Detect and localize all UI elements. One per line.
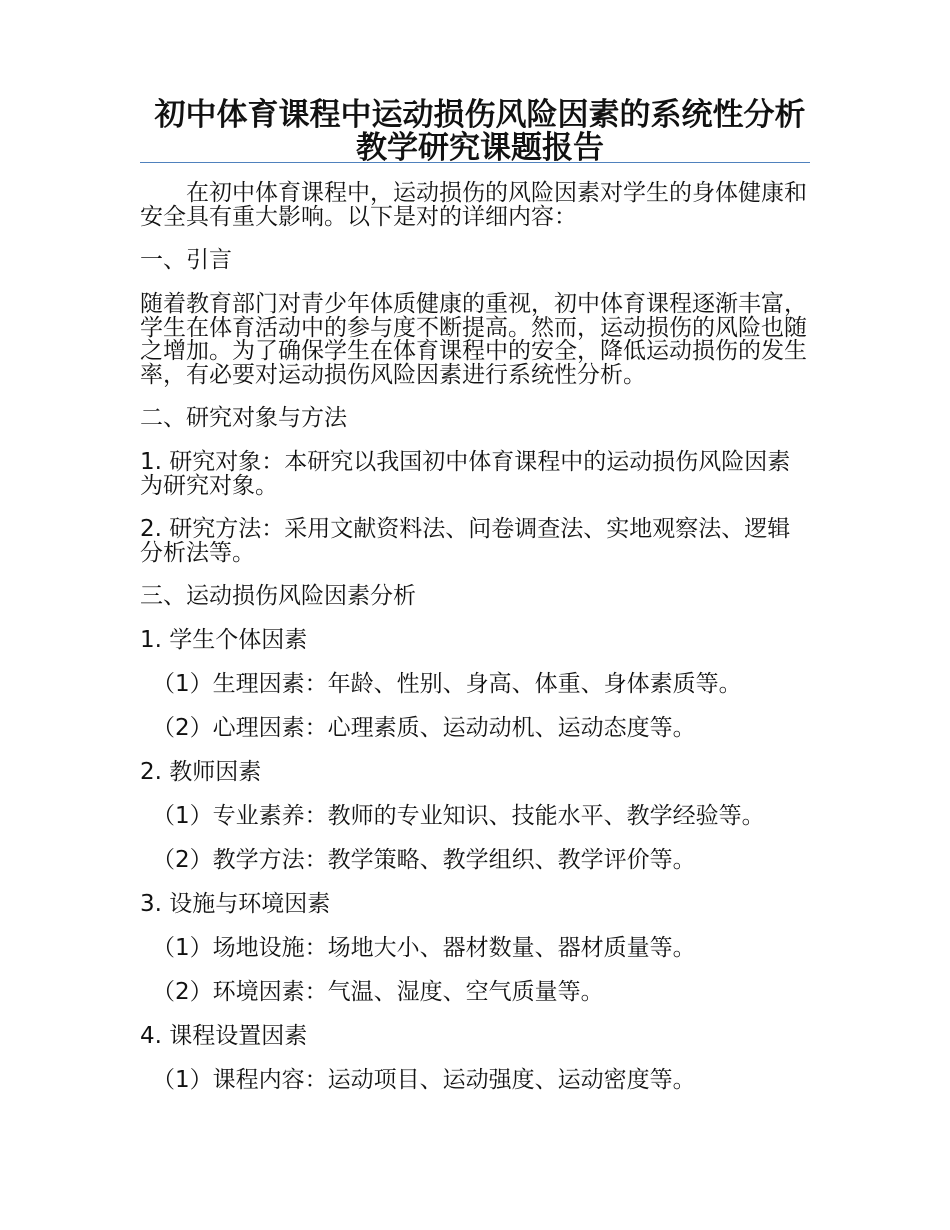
introduction-paragraph: 随着教育部门对青少年体质健康的重视，初中体育课程逐渐丰富，学生在体育活动中的参与度不断提高。然而，运动损伤的风险也随之增加。为了确保学生在体育课程中的安全，降低运动损伤的发生率，有必要对运动损伤风险因素进行系统性分析。	[140, 291, 807, 388]
section-heading-risk-analysis: 三、运动损伤风险因素分析	[140, 583, 416, 609]
factor-heading-teacher: 2. 教师因素	[140, 759, 262, 785]
factor-item-teaching-method: （2）教学方法：教学策略、教学组织、教学评价等。	[152, 847, 696, 873]
factor-item-course-content: （1）课程内容：运动项目、运动强度、运动密度等。	[152, 1067, 696, 1093]
section-heading-introduction: 一、引言	[140, 247, 232, 273]
factor-item-professional: （1）专业素养：教师的专业知识、技能水平、教学经验等。	[152, 803, 765, 829]
document-body	[140, 182, 812, 1113]
factor-heading-curriculum: 4. 课程设置因素	[140, 1023, 308, 1049]
document-title: 初中体育课程中运动损伤风险因素的系统性分析教学研究课题报告	[154, 97, 806, 166]
factor-heading-student: 1. 学生个体因素	[140, 627, 308, 653]
research-method-item: 2. 研究方法：采用文献资料法、问卷调查法、实地观察法、逻辑分析法等。	[140, 516, 791, 566]
intro-paragraph: 在初中体育课程中，运动损伤的风险因素对学生的身体健康和安全具有重大影响。以下是对的详细内容：	[140, 180, 807, 230]
factor-heading-facilities: 3. 设施与环境因素	[140, 891, 331, 917]
section-heading-subjects-methods: 二、研究对象与方法	[140, 405, 347, 431]
factor-item-environment: （2）环境因素：气温、湿度、空气质量等。	[152, 979, 604, 1005]
factor-item-venue: （1）场地设施：场地大小、器材数量、器材质量等。	[152, 935, 696, 961]
title-underline	[140, 162, 810, 163]
factor-item-physiological: （1）生理因素：年龄、性别、身高、体重、身体素质等。	[152, 671, 742, 697]
research-subject-item: 1. 研究对象：本研究以我国初中体育课程中的运动损伤风险因素为研究对象。	[140, 449, 791, 499]
factor-item-psychological: （2）心理因素：心理素质、运动动机、运动态度等。	[152, 715, 696, 741]
